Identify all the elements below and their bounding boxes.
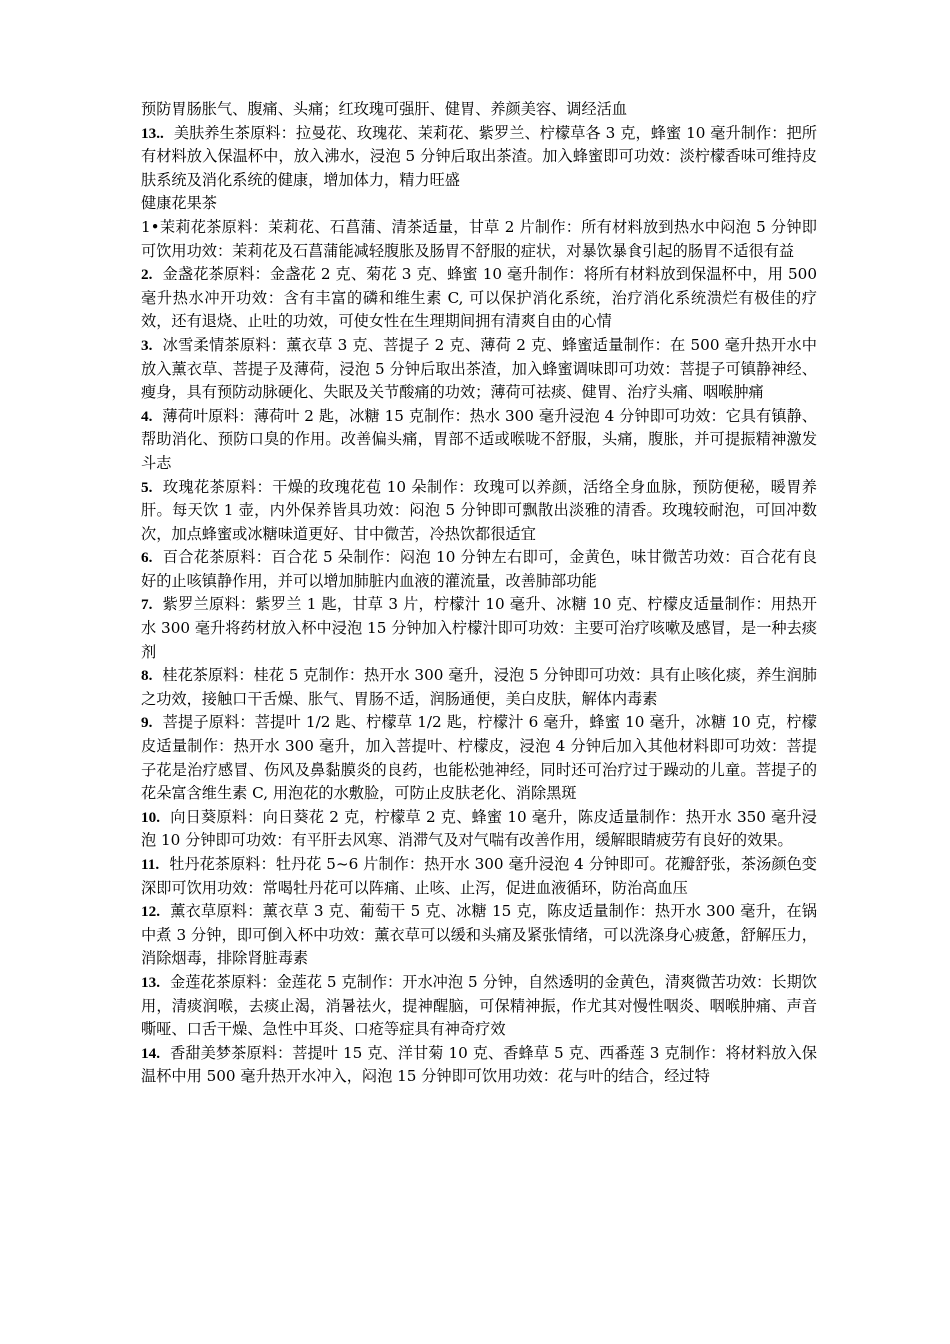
paragraph-text: 牡丹花茶原料：牡丹花 5~6 片制作：热开水 300 毫升浸泡 4 分钟即可。花瓣舒张，茶汤颜色变深即可饮用功效：常喝牡丹花可以阵痛、止咳、止泻，促进血液循环，防治高血压 [141,855,817,897]
paragraph [141,971,817,1042]
paragraph [141,216,817,263]
paragraph-text: 健康花果茶 [141,194,217,213]
paragraph-text: 美肤养生茶原料：拉曼花、玫瑰花、茉莉花、紫罗兰、柠檬草各 3 克，蜂蜜 10 毫升制作：把所有材料放入保温杯中，放入沸水，浸泡 5 分钟后取出茶渣。加入蜂蜜即可功效：淡柠檬香味可维持皮肤系统及消化系统的健康，增加体力，精力旺盛 [141,123,817,189]
document-page [141,98,817,1089]
paragraph [141,853,817,900]
paragraph-text: 冰雪柔情茶原料：薰衣草 3 克、菩提子 2 克、薄荷 2 克、蜂蜜适量制作：在 500 毫升热开水中放入薰衣草、菩提子及薄荷，浸泡 5 分钟后取出茶渣，加入蜂蜜调味即可功效：菩提子可镇静神经、瘦身，具有预防动脉硬化、失眠及关节酸痛的功效；薄荷可祛痰、健胃、治疗头痛、咽喉肿痛 [141,335,817,402]
item-number: 13. [141,973,160,991]
item-number: 12. [141,903,160,921]
paragraph [141,122,817,193]
item-number: 7. [141,596,153,614]
item-number: 5. [141,478,153,496]
paragraph-text: 金盏花茶原料：金盏花 2 克、菊花 3 克、蜂蜜 10 毫升制作：将所有材料放到保温杯中，用 500 毫升热水冲开功效：含有丰富的磷和维生素 C, 可以保护消化系统，治疗消化系统溃烂有极佳的疗效，还有退烧、止吐的功效，可使女性在生理期间拥有清爽自由的心情 [141,265,817,331]
paragraph-text: 薄荷叶原料：薄荷叶 2 匙，冰糖 15 克制作：热水 300 毫升浸泡 4 分钟即可功效：它具有镇静、帮助消化、预防口臭的作用。改善偏头痛，胃部不适或喉咙不舒服，头痛，腹胀，并可提振精神激发斗志 [141,406,817,472]
paragraph-text: 百合花茶原料：百合花 5 朵制作：闷泡 10 分钟左右即可，金黄色，味甘微苦功效：百合花有良好的止咳镇静作用，并可以增加肺脏内血液的灌流量，改善肺部功能 [141,548,817,590]
paragraph-text: 向日葵原料：向日葵花 2 克，柠檬草 2 克、蜂蜜 10 毫升，陈皮适量制作：热开水 350 毫升浸泡 10 分钟即可功效：有平肝去风寒、消滞气及对气喘有改善作用，缓解眼睛疲劳有良好的效果。 [141,807,817,850]
paragraph [141,664,817,711]
item-number: 10. [141,808,160,826]
item-number: 2. [141,266,153,284]
paragraph-text: 香甜美梦茶原料：菩提叶 15 克、洋甘菊 10 克、香蜂草 5 克、西番莲 3 克制作：将材料放入保温杯中用 500 毫升热开水冲入，闷泡 15 分钟即可饮用功效：花与叶的结合，经过特 [141,1043,817,1086]
item-number: 11. [141,856,160,873]
paragraph [141,593,817,664]
item-number: 8. [141,667,153,685]
paragraph-text: 1•茉莉花茶原料：茉莉花、石菖蒲、清茶适量，甘草 2 片制作：所有材料放到热水中闷泡 5 分钟即可饮用功效：茉莉花及石菖蒲能减轻腹胀及肠胃不舒服的症状，对暴饮暴食引起的肠胃不适很有益 [141,217,817,260]
paragraph [141,476,817,547]
paragraph [141,1042,817,1089]
paragraph-text: 薰衣草原料：薰衣草 3 克、葡萄干 5 克、冰糖 15 克，陈皮适量制作：热开水 300 毫升，在锅中煮 3 分钟，即可倒入杯中功效：薰衣草可以缓和头痛及紧张情绪，可以洗涤身心疲惫，舒解压力，消除烟毒，排除肾脏毒素 [141,902,817,968]
paragraph-text: 菩提子原料：菩提叶 1/2 匙、柠檬草 1/2 匙，柠檬汁 6 毫升，蜂蜜 10 毫升，冰糖 10 克，柠檬皮适量制作：热开水 300 毫升，加入菩提叶、柠檬皮，浸泡 4 分钟后加入其他材料即可功效：菩提子花是治疗感冒、伤风及鼻黏膜炎的良药，也能松弛神经，同时还可治疗过于躁动的儿童。菩提子的花朵富含维生素 C, 用泡花的水敷脸，可防止皮肤老化、消除黑斑 [141,713,817,803]
item-number: 14. [141,1044,160,1062]
paragraph [141,900,817,971]
paragraph [141,334,817,405]
paragraph [141,711,817,805]
item-number: 9. [141,714,153,732]
paragraph-text: 预防胃肠胀气、腹痛、头痛；红玫瑰可强肝、健胃、养颜美容、调经活血 [141,100,627,118]
paragraph-text: 桂花茶原料：桂花 5 克制作：热开水 300 毫升，浸泡 5 分钟即可功效：具有止咳化痰，养生润肺之功效，接触口干舌燥、胀气、胃肠不适，润肠通便，美白皮肤，解体内毒素 [141,666,817,708]
section-heading [141,192,817,216]
paragraph [141,806,817,853]
item-number: 13.. [141,124,164,142]
item-number: 6. [141,549,153,567]
paragraph-text: 玫瑰花茶原料：干燥的玫瑰花苞 10 朵制作：玫瑰可以养颜，活络全身血脉，预防便秘，暖胃养肝。每天饮 1 壶，内外保养皆具功效：闷泡 5 分钟即可飘散出淡雅的清香。玫瑰较耐泡，可回冲数次，加点蜂蜜或冰糖味道更好、甘中微苦，冷热饮都很适宜 [141,477,817,543]
paragraph-text: 紫罗兰原料：紫罗兰 1 匙，甘草 3 片，柠檬汁 10 毫升、冰糖 10 克、柠檬皮适量制作：用热开水 300 毫升将药材放入杯中浸泡 15 分钟加入柠檬汁即可功效：主要可治疗咳嗽及感冒，是一种去痰剂 [141,595,817,661]
paragraph-text: 金莲花茶原料：金莲花 5 克制作：开水冲泡 5 分钟，自然透明的金黄色，清爽微苦功效：长期饮用，清痰润喉，去痰止渴，消暑祛火，提神醒脑，可保精神振，作尤其对慢性咽炎、咽喉肿痛、声音嘶哑、口舌干燥、急性中耳炎、口疮等症具有神奇疗效 [141,972,817,1039]
item-number: 3. [141,336,153,354]
paragraph [141,98,817,122]
item-number: 4. [141,407,153,425]
paragraph [141,405,817,476]
paragraph [141,546,817,593]
paragraph [141,263,817,334]
